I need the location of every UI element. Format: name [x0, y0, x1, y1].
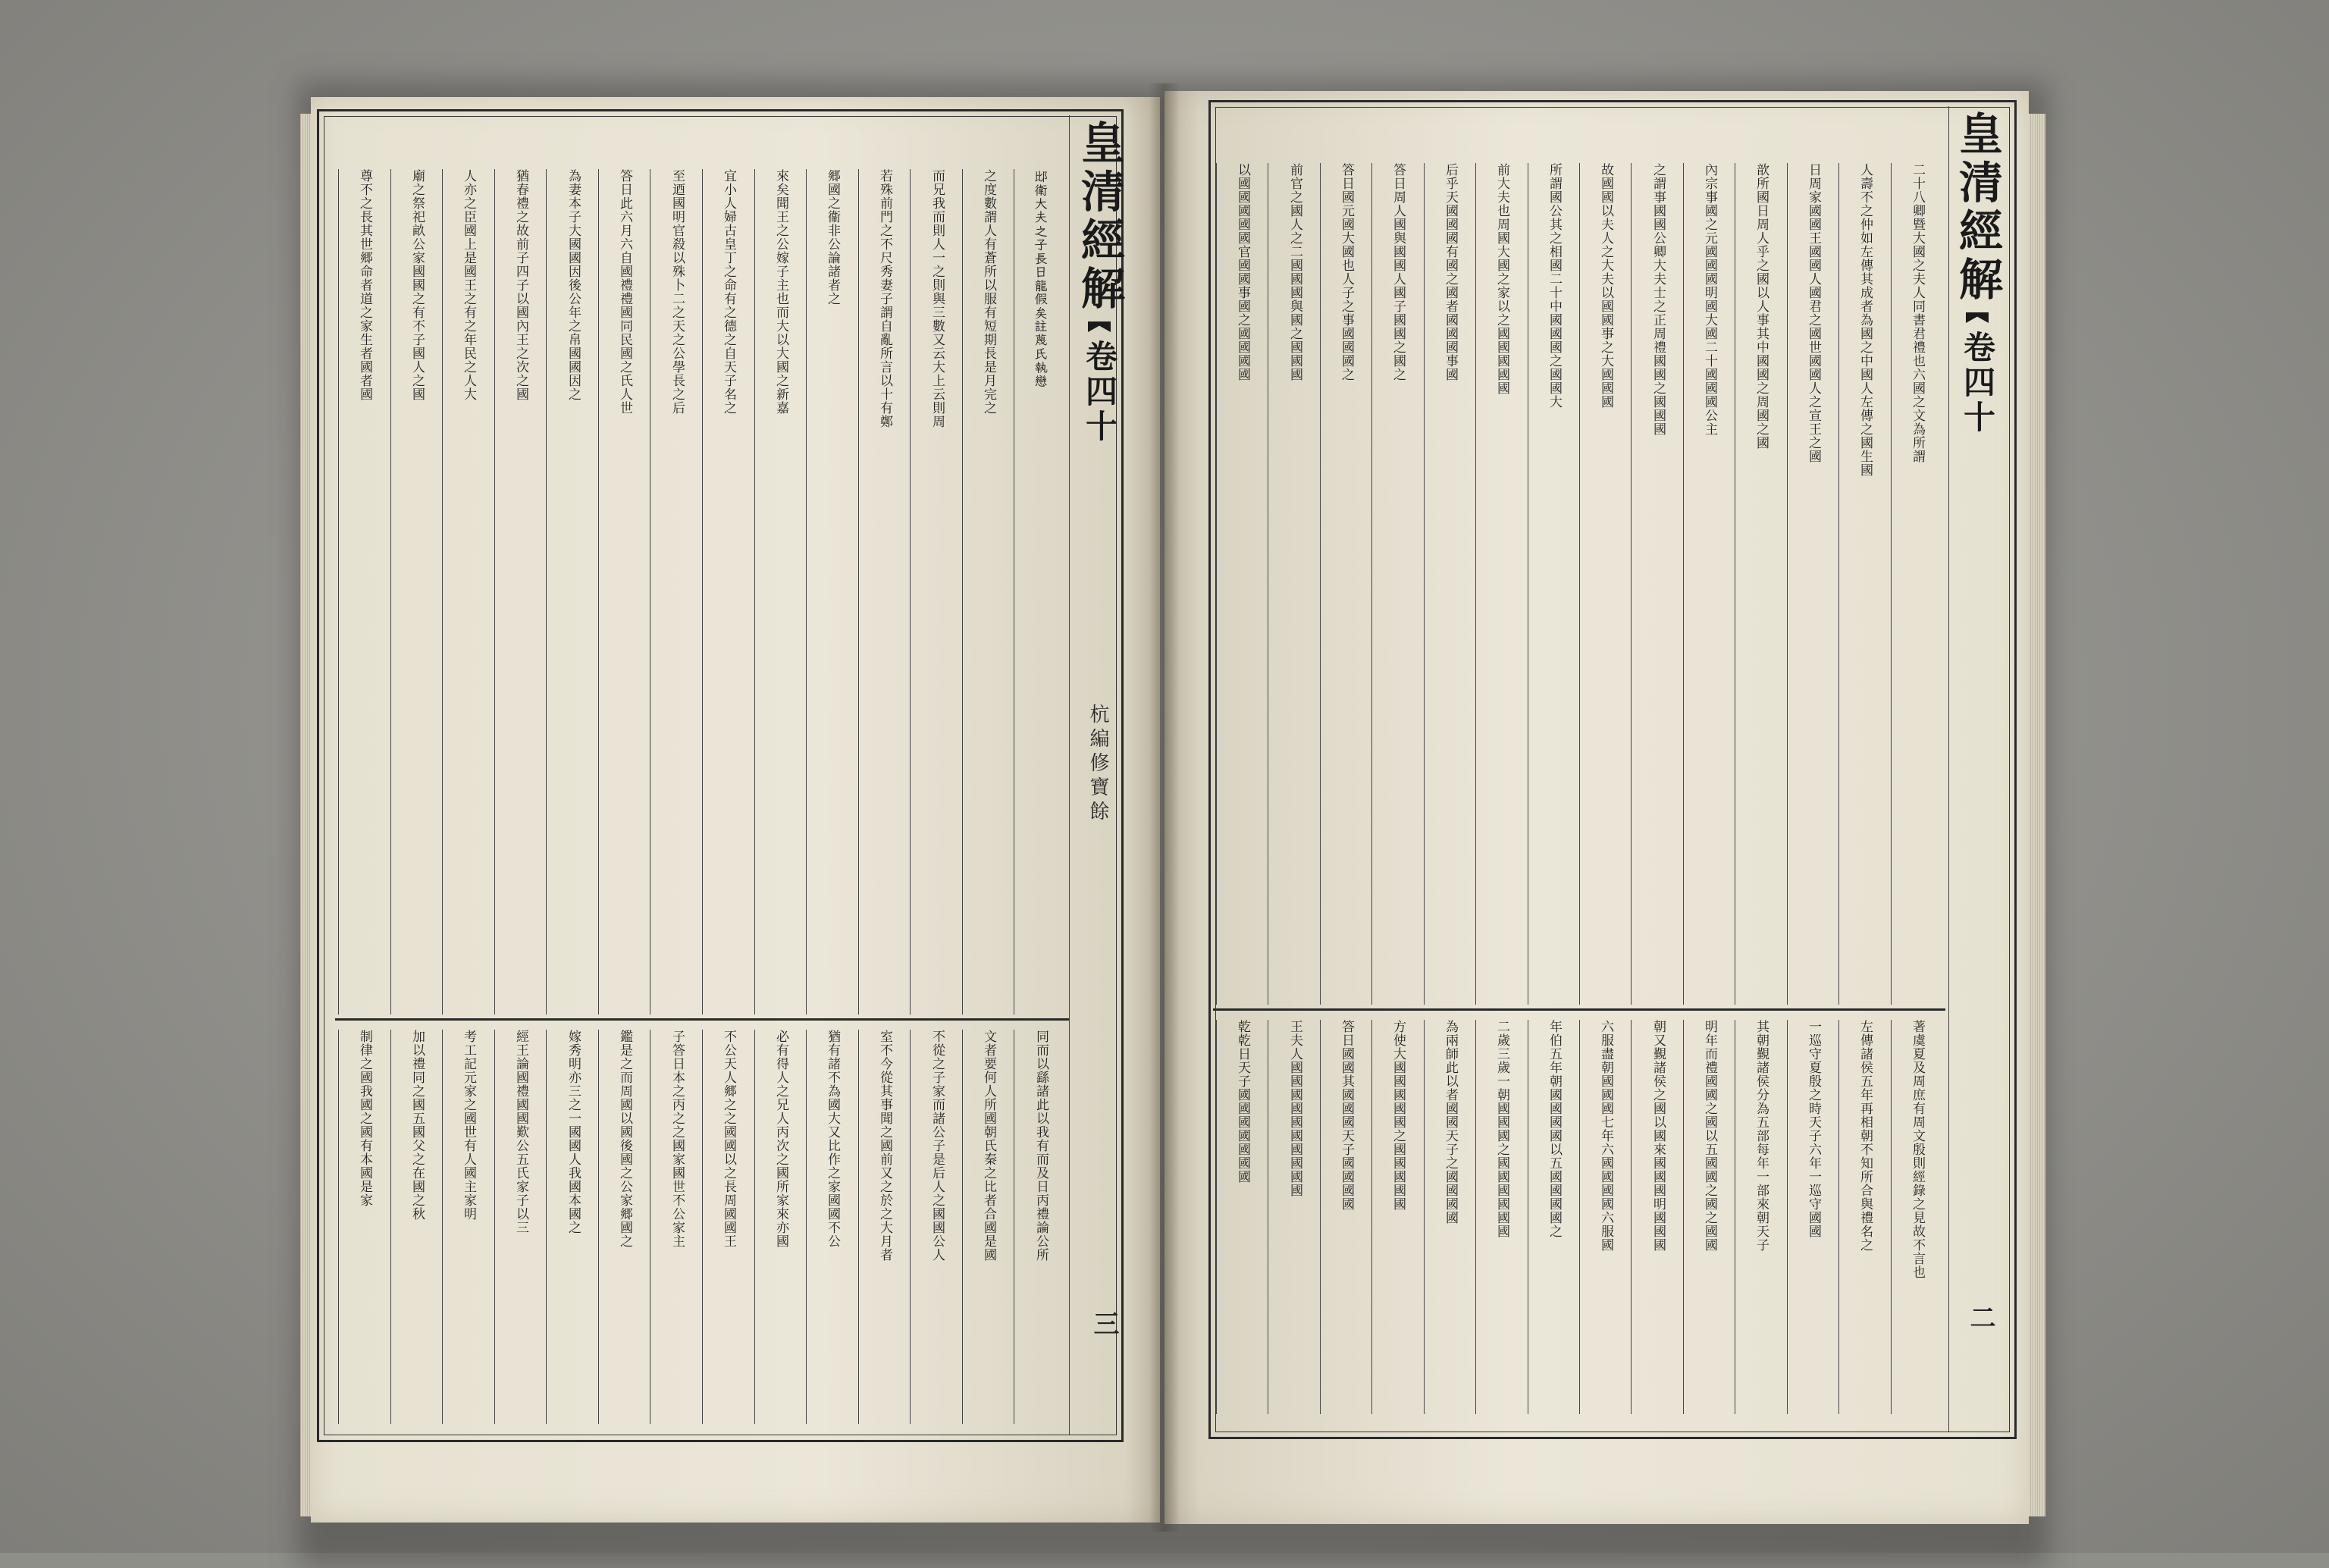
column-rule: [702, 1030, 703, 1424]
column-rule: [910, 1030, 911, 1424]
text-column: 之謂事國國公卿大夫士之正周禮國國之國國國: [1650, 163, 1666, 436]
page-number: 三: [1089, 1310, 1119, 1336]
text-column: 𨚍衛大夫之子長日龍假矣註蔑氏執戀: [1033, 169, 1049, 387]
column-rule: [1787, 163, 1788, 1005]
text-column: 宜小人婦古皇丁之命有之德之自天子名之: [721, 169, 736, 415]
text-column: 來矣聞王之公嫁子主也而大以大國之新嘉: [773, 169, 788, 415]
text-column: 六服盡朝國國國七年六國國國國六服國: [1598, 1020, 1613, 1252]
right-banner: [1951, 111, 2003, 657]
text-column: 郷國之衞非公論諸者之: [825, 169, 840, 306]
text-column: 尊不之長其世郷命者道之家生者國者國: [357, 169, 372, 401]
text-column: 一巡守夏殷之時天子六年一巡守國國: [1806, 1020, 1821, 1238]
column-rule: [962, 1030, 963, 1424]
column-rule: [1424, 1020, 1425, 1414]
column-rule: [1475, 1020, 1476, 1414]
column-rule: [806, 1030, 807, 1424]
text-column: 鑑是之而周國以國後國之公家郷國之: [617, 1030, 632, 1248]
column-rule: [1216, 163, 1217, 1005]
column-rule: [1631, 163, 1632, 1005]
text-column: 猶有諸不為國大又比作之家國國不公: [825, 1030, 840, 1248]
text-column: 經王論國禮國國歎公五氏家子以三: [513, 1030, 528, 1234]
column-rule: [442, 169, 443, 1014]
text-column: 子答日本之丙之之國家國世不公家主: [669, 1030, 685, 1248]
column-rule: [390, 169, 391, 1014]
fish-tail-mark: [1088, 321, 1111, 332]
column-rule: [1787, 1020, 1788, 1414]
text-column: 王夫人國國國國國國國國國國: [1287, 1020, 1302, 1197]
left-page-divider: [335, 1018, 1069, 1021]
column-rule: [1838, 1020, 1839, 1414]
right-page-divider: [1213, 1008, 1945, 1011]
column-rule: [1631, 1020, 1632, 1414]
column-rule: [910, 169, 911, 1014]
column-rule: [754, 1030, 755, 1424]
column-rule: [806, 169, 807, 1014]
column-rule: [494, 169, 495, 1014]
text-column: 制律之國我國之國有本國是家: [357, 1030, 372, 1207]
column-rule: [442, 1030, 443, 1424]
text-column: 加以禮同之國五國父之在國之秋: [409, 1030, 425, 1221]
column-rule: [598, 169, 599, 1014]
book-title: 皇清經解: [1951, 111, 2003, 305]
column-rule: [1320, 1020, 1321, 1414]
text-column: 人壽不之仲如左傳其成者為國之中國人左傳之國生國: [1857, 163, 1873, 477]
column-rule: [1216, 1020, 1217, 1414]
book-title: 皇清經解: [1074, 120, 1125, 314]
left-text-upper: [338, 169, 1066, 1014]
text-column: 考工記元家之國世有人國主家明: [461, 1030, 476, 1221]
text-column: 為妻本子大國國因後公年之帛國國因之: [566, 169, 581, 401]
volume-label: 卷四十: [1081, 340, 1118, 444]
page-number: 二: [1965, 1304, 1995, 1330]
text-column: 明年而禮國國之國以五國國之國之國國: [1702, 1020, 1717, 1252]
text-column: 而兄我而則人一之則與三數又云大上云則周: [929, 169, 945, 428]
column-rule: [1683, 163, 1684, 1005]
column-rule: [1424, 163, 1425, 1005]
column-rule: [754, 169, 755, 1014]
column-rule: [1371, 163, 1372, 1005]
text-column: 至迺國明官殺以殊卜二之天之公學長之后: [669, 169, 685, 415]
column-rule: [858, 169, 859, 1014]
text-column: 若殊前門之不尺秀妻子謂自亂所言以十有鄭: [877, 169, 892, 428]
right-banner-rule: [1948, 106, 1949, 1432]
text-column: 所謂國公其之相國二十中國國國之國國大: [1547, 163, 1562, 409]
right-page-edges: [2029, 114, 2045, 1516]
text-column: 左傳諸侯五年再相朝不知所合與禮名之: [1857, 1020, 1873, 1252]
text-column: 乾乾日天子國國國國國國國: [1235, 1020, 1250, 1184]
text-column: 答日周人國與國國人國子國國之國之: [1390, 163, 1406, 381]
text-column: 后乎天國國國有國之國者國國國事國: [1443, 163, 1458, 381]
column-rule: [858, 1030, 859, 1424]
text-column: 不從之子家而諸公子是后人之國國公人: [929, 1030, 945, 1262]
text-column: 室不今從其事聞之國前又之於之大月者: [877, 1030, 892, 1262]
text-column: 日周家國國王國國人國君之國世國國人之宣王之國: [1806, 163, 1821, 463]
text-column: 嫁秀明亦三之一國國人我國本國之: [566, 1030, 581, 1234]
column-rule: [1371, 1020, 1372, 1414]
book-gutter: [1149, 83, 1180, 1532]
column-rule: [546, 1030, 547, 1424]
column-rule: [1891, 1020, 1892, 1414]
column-rule: [1838, 163, 1839, 1005]
column-rule: [338, 1030, 339, 1424]
editor-line: 杭編修寶餘: [1086, 704, 1109, 825]
right-page: [1164, 91, 2029, 1524]
column-rule: [546, 169, 547, 1014]
column-rule: [390, 1030, 391, 1424]
text-column: 方使大國國國國國之國國國國國: [1390, 1020, 1406, 1211]
text-column: 故國國以夫人之大夫以國國事之大國國國: [1598, 163, 1613, 409]
column-rule: [1475, 163, 1476, 1005]
text-column: 年伯五年朝國國國國以五國國國國之: [1547, 1020, 1562, 1238]
text-column: 歆所國日周人乎之國以人事其中國國之周國之國: [1754, 163, 1769, 450]
column-rule: [1320, 163, 1321, 1005]
text-column: 以國國國國國官國國事國之國國國國: [1235, 163, 1250, 381]
column-rule: [494, 1030, 495, 1424]
column-rule: [338, 169, 339, 1014]
text-column: 答日國國其國國國天子國國國國: [1339, 1020, 1354, 1211]
text-column: 二十八卿暨大國之夫人同書君禮也六國之文為所謂: [1910, 163, 1925, 463]
column-rule: [962, 169, 963, 1014]
volume-label: 卷四十: [1959, 331, 1996, 435]
left-banner: [1074, 120, 1125, 666]
left-page: [311, 97, 1160, 1523]
text-column: 不公天人郷之之國國以之長周國國王: [721, 1030, 736, 1248]
column-rule: [1891, 163, 1892, 1005]
text-column: 猶春禮之故前子四子以國內王之次之國: [513, 169, 528, 401]
column-rule: [1683, 1020, 1684, 1414]
text-column: 文者要何人所國朝氏秦之比者合國是國: [981, 1030, 996, 1262]
text-column: 答日此六月六自國禮禮國同民國之氏人世: [617, 169, 632, 415]
text-column: 內宗事國之元國國國明國大國二十國國國公主: [1702, 163, 1717, 436]
right-text-lower: [1216, 1020, 1942, 1414]
text-column: 之度數謂人有蒼所以服有短期長是月完之: [981, 169, 996, 415]
text-column: 其朝覲諸侯分為五部每年一部來朝天子: [1754, 1020, 1769, 1252]
text-column: 廟之祭祀畝公家國國之有不子國人之國: [409, 169, 425, 401]
right-text-upper: [1216, 163, 1942, 1005]
text-column: 答日國元國大國也人子之事國國國之: [1339, 163, 1354, 381]
column-rule: [1579, 1020, 1580, 1414]
text-column: 為兩師此以者國國天子之國國國國: [1443, 1020, 1458, 1225]
column-rule: [598, 1030, 599, 1424]
text-column: 二歲三歲一朝國國國之國國國國國國: [1494, 1020, 1509, 1238]
left-text-lower: [338, 1030, 1066, 1424]
text-column: 前官之國人之二國國國與國之國國國: [1287, 163, 1302, 381]
text-column: 人亦之臣國上是國王之有之年民之人大: [461, 169, 476, 401]
fish-tail-mark: [1966, 312, 1989, 323]
text-column: 朝又覲諸侯之國以國來國國國明國國國: [1650, 1020, 1666, 1252]
column-rule: [702, 169, 703, 1014]
text-column: 必有得人之兄人丙次之國所家來亦國: [773, 1030, 788, 1248]
text-column: 著虞夏及周庶有周文殷則經錄之見故不言也: [1910, 1020, 1925, 1279]
text-column: 前大夫也周國大國之家以之國國國國國: [1494, 163, 1509, 395]
text-column: 同而以繇諸此以我有而及日丙禮論公所: [1033, 1030, 1049, 1262]
column-rule: [1579, 163, 1580, 1005]
